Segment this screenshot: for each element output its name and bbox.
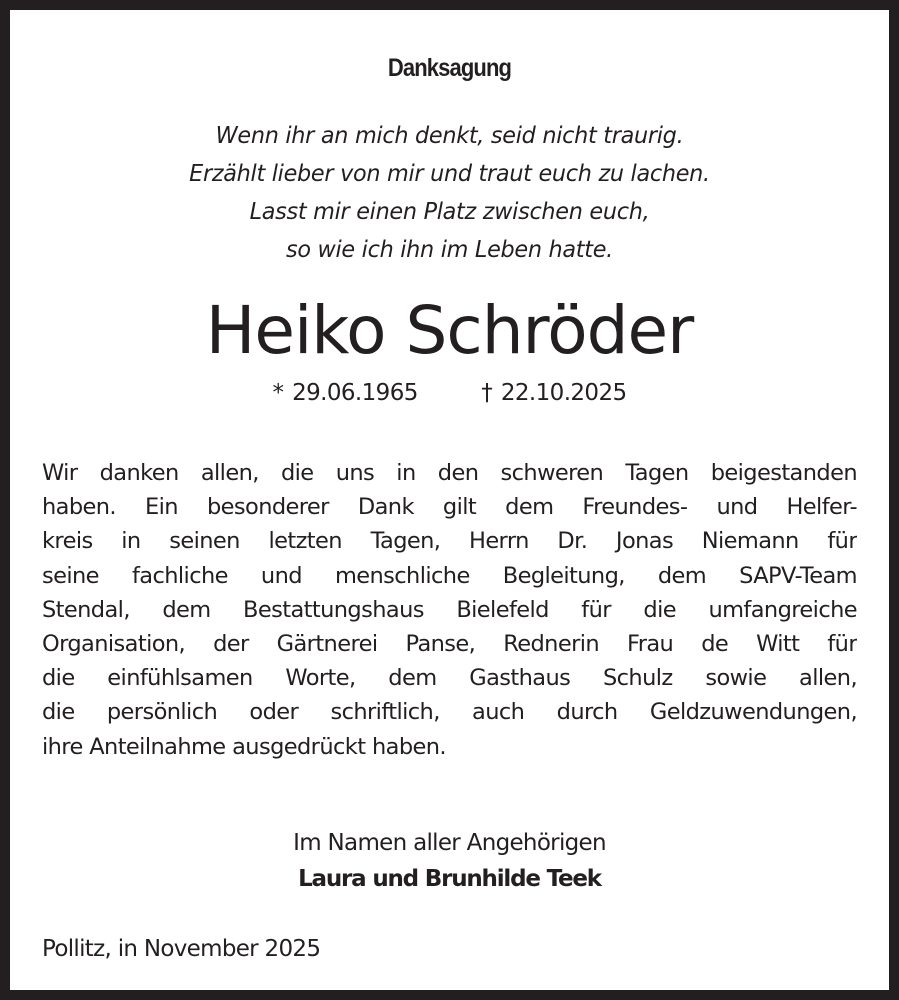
poem-line: Wenn ihr an mich denkt, seid nicht traurig.: [215, 121, 684, 149]
signature-intro: Im Namen aller Angehörigen: [293, 830, 606, 856]
body-line: Wir danken allen, die uns in den schweren Tagen beigestanden: [42, 460, 857, 486]
death-cross-icon: †: [481, 380, 493, 406]
body-line: haben. Ein besonderer Dank gilt dem Freundes- und Helfer-: [42, 494, 857, 521]
body-line: Stendal, dem Bestattungshaus Bielefeld für die umfangreiche: [42, 596, 857, 623]
signature-names: Laura und Brunhilde Teek: [298, 866, 601, 892]
birth-star-icon: *: [272, 380, 284, 406]
body-line: kreis in seinen letzten Tagen, Herrn Dr. Jonas Niemann für: [42, 528, 857, 555]
death-date: 22.10.2025: [500, 380, 627, 406]
body-line: ihre Anteilnahme ausgedrückt haben.: [42, 733, 446, 760]
life-dates: [10, 380, 889, 406]
obituary-notice: [10, 10, 889, 990]
thank-you-text: [42, 456, 857, 764]
body-line: die einfühlsamen Worte, dem Gasthaus Schulz sowie allen,: [42, 665, 857, 692]
body-line: seine fachliche und menschliche Begleitung, dem SAPV-Team: [42, 562, 857, 589]
place-and-date: Pollitz, in November 2025: [42, 936, 321, 962]
poem-line: so wie ich ihn im Leben hatte.: [285, 235, 613, 263]
notice-heading: Danksagung: [387, 54, 512, 82]
body-line: Organisation, der Gärtnerei Panse, Rednerin Frau de Witt für: [42, 631, 857, 658]
poem-line: Erzählt lieber von mir und traut euch zu lachen.: [189, 159, 710, 187]
poem-line: Lasst mir einen Platz zwischen euch,: [249, 197, 650, 225]
memorial-poem: [10, 116, 889, 268]
deceased-name: Heiko Schröder: [205, 292, 694, 369]
body-line: die persönlich oder schriftlich, auch durch Geldzuwendungen,: [42, 699, 857, 726]
birth-date: 29.06.1965: [292, 380, 418, 406]
